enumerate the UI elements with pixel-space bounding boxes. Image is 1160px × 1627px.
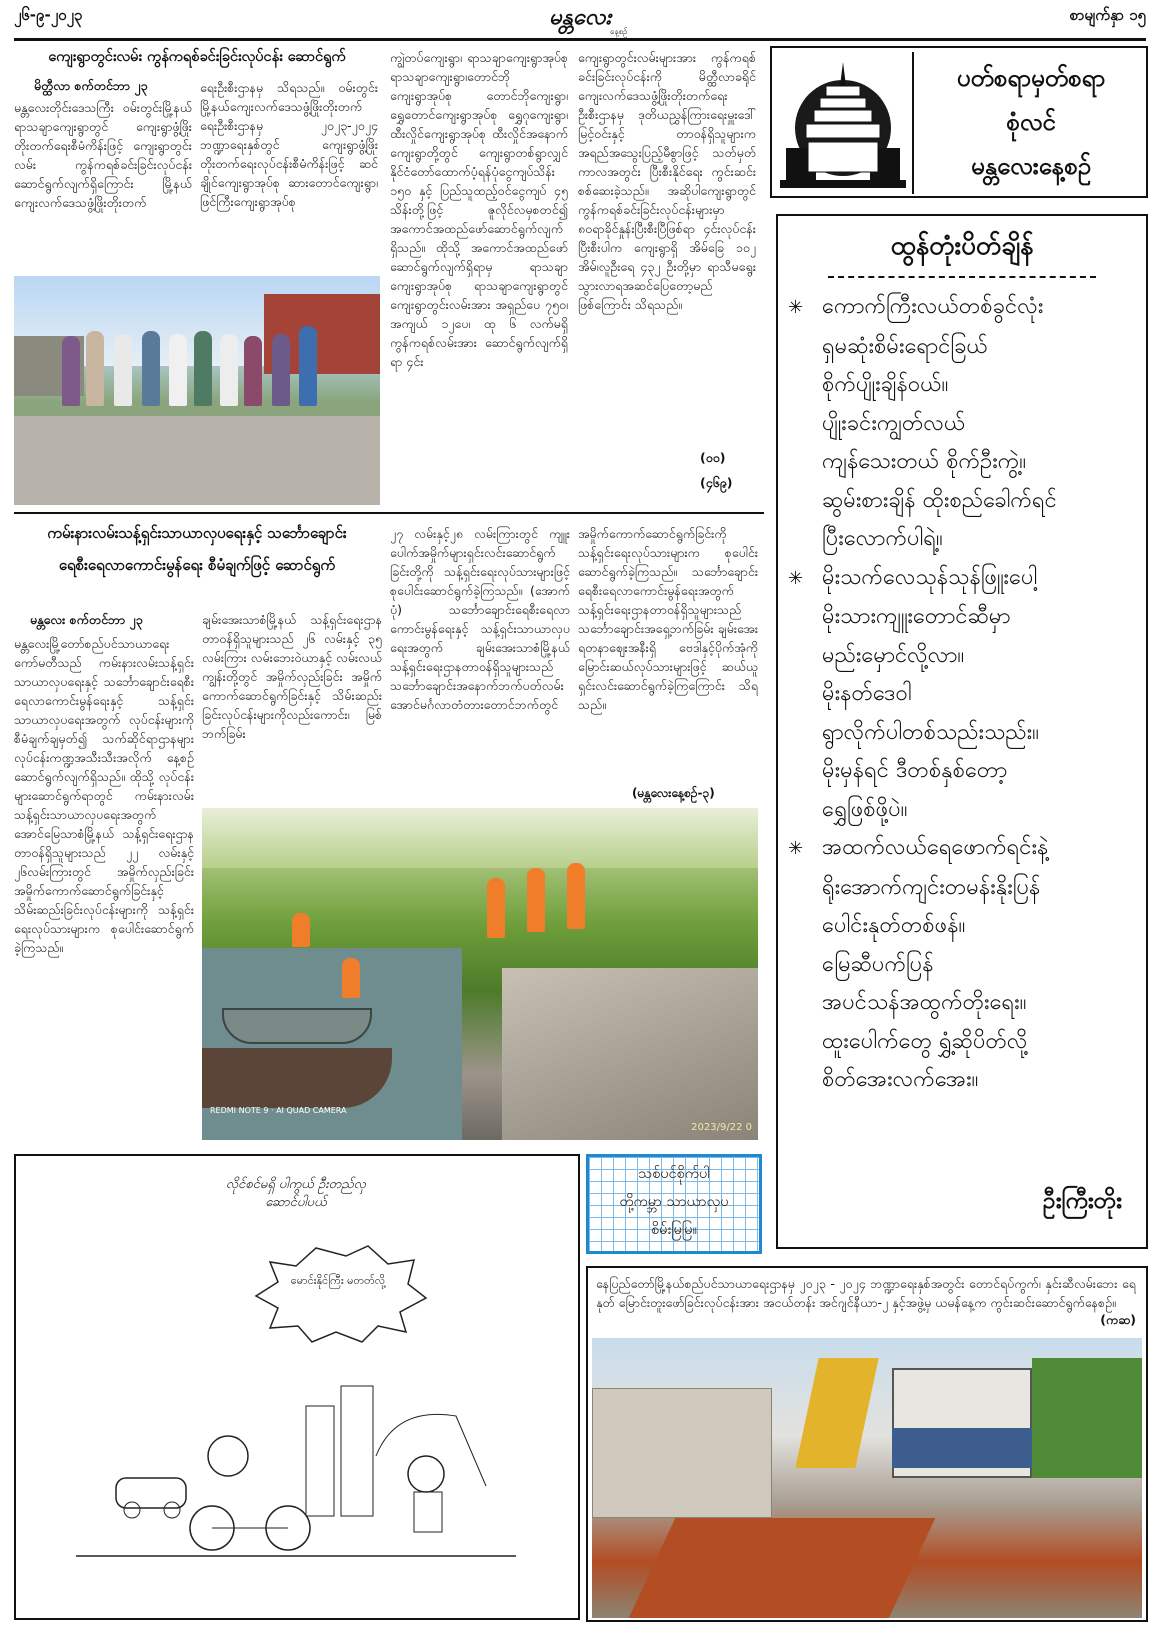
article1-credit1: (ဝဝ) [700,450,726,465]
poem-line [788,869,1138,908]
article1-col2: ကျွဲတပ်ကျေးရွာ၊ ရာသချာကျေးရွာအုပ်စု ရာသချာကျေးရွာ၊တောင်ဘိုကျေးရွာအုပ်စု တောင်ဘိုကျေးရွာ၊ ရွှေတောင်ကျေးရွာအုပ်စု ရွှေဂုကျေးရွာ၊ ထီးလှိုင်ကျေးရွာအုပ်စု ထီးလှိုင်အနောက်ကျေးရွာတို့တွင် ကျေးရွာတစ်ရွာလျှင် နိုင်ငံတော်ထောက်ပံ့ရန်ပုံငွေကျပ်သိန်း ၁၅၀ နှင့် ပြည်သူထည့်ဝင်ငွေကျပ် ၄၅ သိန်းတို့ဖြင့် ဇူလိုင်လမှစတင်၍ အကောင်အထည်ဖော်ဆောင်ရွက်လျက်ရှိသည်။ ထိုသို့ အကောင်အထည်ဖော်ဆောင်ရွက်လျက်ရှိရာမှ ရာသချာကျေးရွာအုပ်စု ရာသချာကျေးရွာတွင် ကျေးရွာတွင်းလမ်းအား အရှည်ပေ ၇၅၀၊ အကျယ် ၁၂ပေ၊ ထု ၆ လက်မရှိ ကွန်ကရစ်လမ်းအား ဆောင်ရွက်လျက်ရှိရာ ၄င်း [390,50,568,369]
poem-line-text: ရွှေဖြစ်ဖို့ပဲ။ [822,796,908,822]
poem-line-text: ကောက်ကြီးလယ်တစ်ခွင်လုံး [822,294,1044,319]
poem-line-text: မိုးသားကျူးတောင်ဆီမှာ [822,604,1011,629]
article1-col1b: ရေးဦးစီးဌာနမှ သိရသည်။ ဝမ်းတွင်းမြို့နယ်ကျေးလက်ဒေသဖွံ့ဖြိုးတိုးတက်ရေးဦးစီးဌာနမှ ၂၀၂၃-၂၀၂၄ ဘဏ္ဍာရေးနှစ်တွင် ကျေးရွာဖွံ့ဖြိုးတိုးတက်ရေးလုပ်ငန်းစီမံကိန်းဖြင့် ဆင်ချိုင်ကျေးရွာအုပ်စု ဆားတောင်ကျေးရွာ၊ ဖြင်ကြီးကျေးရွာအုပ်စု [200,80,378,209]
poem-line-text: အထက်လယ်ရေဖောက်ရင်းနဲ့ [822,835,1049,860]
poem-line-text: ထူးပေါက်တွေ ရွှံ့ဆိုပိတ်လို့ [822,1028,1028,1054]
title-box [770,46,1148,198]
poem-line [788,520,1138,559]
drainage-credit: (ကဆ) [1100,1312,1136,1327]
poem-line-text: ဆွမ်းစားချိန် ထိုးစည်ခေါက်ရင် [822,487,1057,513]
poem-line-text: စိုက်ပျိုးချိန်ဝယ်။ [822,372,949,397]
poem-line [788,946,1138,985]
poem-line [788,405,1138,444]
poem-line [788,829,1138,869]
cartoon-drawing [16,1156,578,1618]
article1-col3: ကျေးရွာတွင်းလမ်းများအား ကွန်ကရစ်ခင်းခြင်းလုပ်ငန်းကို မိတ္ထီလာခရိုင်ကျေးလက်ဒေသဖွံ့ဖြိုးတိုးတက်ရေးဦးစီးဌာနမှ ဒုတိယညွှန်ကြားရေးမှူးဒေါ်မြင့်ဝင်းနှင့် တာဝန်ရှိသူများက အရည်အသွေးပြည့်မီစွာဖြင့် သတ်မှတ်ကာလအတွင်း ပြီးစီးနိုင်ရေး ကွင်းဆင်းစစ်ဆေးခဲ့သည်။ အဆိုပါကျေးရွာတွင် ကွန်ကရစ်ခင်းခြင်းလုပ်ငန်းများမှာ ၈၀ရာခိုင်နှုန်းပြီးစီးပြီဖြစ်ရာ ၄င်းလုပ်ငန်းပြီးစီးပါက ကျေးရွာရှိ အိမ်ခြေ ၁၀၂ အိမ်၊လူဦးရေ ၄၃၂ ဦးတို့မှာ ရာသီမရွေးသွားလာရအဆင်ပြေတော့မည်ဖြစ်ကြောင်း သိရသည်။ [578,50,756,312]
article2-col1: မန္တလေးမြို့တော်စည်ပင်သာယာရေးကော်မတီသည် ကမ်းနားလမ်းသန့်ရှင်းသာယာလှပရေးနှင့် သင်္ဘောချောင်းရေစီးရေလာကောင်းမွန်ရေးနှင့် သန့်ရှင်းသာယာလှပရေးအတွက် လုပ်ငန်းများကို စီမံချက်ချမှတ်၍ သက်ဆိုင်ရာဌာနများ လုပ်ငန်းကဏ္ဍအသီးသီးအလိုက် နေ့စဉ်ဆောင်ရွက်လျက်ရှိသည်။ ထိုသို့ လုပ်ငန်းများဆောင်ရွက်ရာတွင် ကမ်းနားလမ်းသန့်ရှင်းသာယာလှပရေးအတွက် အောင်မြေသာစံမြို့နယ် သန့်ရှင်းရေးဌာနတာဝန်ရှိသူများသည် ၂၂ လမ်းနှင့် ၂၆လမ်းကြားတွင် အမှိုက်လှည်းခြင်းအမှိုက်ကောက်ဆောင်ရွက်ခြင်းနှင့် သိမ်းဆည်းခြင်းလုပ်ငန်းများကို သန့်ရှင်းရေးလုပ်သားများက စုပေါင်းဆောင်ရွက်ခဲ့ကြသည်။ [14,636,194,955]
poem-line [788,752,1138,791]
poem-line-text: ပျိုးခင်းကျွတ်လယ် [822,410,966,436]
poem-line-text: ကျန်သေးတယ် စိုက်ဦးကွဲ့။ [822,449,1026,474]
poem-line [788,598,1138,637]
poem-line [788,675,1138,714]
slogan-line2: တို့ကမ္ဘာ သာယာလှပ [619,1194,729,1210]
drainage-box [586,1266,1148,1622]
slogan-line1: သစ်ပင်စိုက်ပါ [638,1166,710,1182]
poem-line [788,907,1138,946]
bullet-icon: ✳ [788,838,804,859]
poem-line [788,328,1138,367]
bullet-icon: ✳ [788,567,804,589]
poem-box [776,214,1148,1249]
title-box-line3: မန္တလေးနေ့စဉ် [971,152,1091,180]
photo-date: 2023/9/22 0 [691,1122,752,1133]
poem-line-text: အပင်သန်အထွက်တိုးရေး။ [822,990,1027,1015]
article2-credit: (မန္တလေးနေ့စဉ်-၃) [632,786,715,800]
page-number: စာမျက်နှာ ၁၅ [1069,6,1146,24]
masthead-sub: နေ့စဉ် [610,27,628,36]
poem-body [788,288,1138,1168]
article2-col2: ချမ်းအေးသာစံမြို့နယ် သန့်ရှင်းရေးဌာနတာဝန်ရှိသူများသည် ၂၆ လမ်းနှင့် ၃၅ လမ်းကြား လမ်းဘေးဝဲယာနှင့် လမ်းလယ်ကျွန်းတို့တွင် အမှိုက်လှည်းခြင်း အမှိုက်ကောက်ဆောင်ရွက်ခြင်းနှင့် သိမ်းဆည်းခြင်းလုပ်ငန်းများကိုလည်းကောင်း၊ မြစ်ဘက်ခြမ်း [202,612,382,741]
drainage-caption: နေပြည်တော်မြို့နယ်စည်ပင်သာယာရေးဌာနမှ ၂၀၂၃ - ၂၀၂၄ ဘဏ္ဍာရေးနှစ်အတွင်း တောင်ရပ်ကွက်၊ နှင်းဆီလမ်းဘေး ရေနုတ် မြောင်းတူးဖော်ခြင်းလုပ်ငန်းအား အငယ်တန်း အင်ဂျင်နီယာ-၂ နှင့်အဖွဲ့မှ ယမန်နေ့က ကွင်းဆင်းဆောင်ရွက်နေစဉ်။ [596,1276,1136,1310]
article2-headline1: ကမ်းနားလမ်းသန့်ရှင်းသာယာလှပရေးနှင့် သင်္ဘောချောင်း [47,524,347,542]
poem-line [788,443,1138,482]
poem-line-text: မည်းမှောင်လို့လာ။ [822,642,965,668]
poem-line [788,791,1138,830]
cartoon-caption: လိုင်စင်မရှိ ပါကွယ် ဦးတည်လှ ဆောင်ပါပယ် [225,1177,366,1210]
slogan-line3: စိမ်းမြမြ။ [651,1222,697,1238]
title-box-line2: စုံလင် [1006,108,1056,136]
poem-line-text: ရိုးအောက်ကျင်းတမန်းနိုးပြန် [822,874,1041,900]
poem-line-text: မြေဆီပက်ပြန် [822,951,934,977]
article1-headline: ကျေးရွာတွင်းလမ်း ကွန်ကရစ်ခင်းခြင်းလုပ်ငန်း ဆောင်ရွက် [48,49,346,65]
article1-credit2: (၄၆၉) [700,475,733,490]
poem-line [788,984,1138,1023]
poem-line [788,482,1138,521]
poem-line-text: ပေါင်းနုတ်တစ်ဖန်။ [822,913,966,938]
slogan-box [586,1154,762,1254]
poem-line-text: ရှမဆုံးစိမ်းရောင်ခြယ် [822,333,988,359]
article2-col4: အမှိုက်ကောက်ဆောင်ရွက်ခြင်းကို သန့်ရှင်းရေးလုပ်သားများက စုပေါင်းဆောင်ရွက်ခဲ့ကြသည်။ သင်္ဘောချောင်းရေစီးရေလာကောင်းမွန်ရေးအတွက် သန့်ရှင်းရေးဌာနတာဝန်ရှိသူများသည် သင်္ဘောချောင်းအရှေ့ဘက်ခြမ်း ချမ်းအေးရတနာဈေးအနီးရှိ ဗေဒါနှင့်ပိုက်အုံကို မြောင်းဆယ်လုပ်သားများဖြင့် ဆယ်ယူရှင်းလင်းဆောင်ရွက်ခဲ့ကြကြောင်း သိရသည်။ [578,526,758,712]
poem-line-text: စိတ်အေးလက်အေး။ [822,1067,979,1092]
article1-byline: မိတ္ထီလာ စက်တင်ဘာ ၂၃ [34,78,148,93]
poem-line-text: ရွာလိုက်ပါတစ်သည်းသည်း။ [822,719,1039,745]
article2-col3: ၂၇ လမ်းနှင့်၂၈ လမ်းကြားတွင် ကျူးပေါက်အမှိုက်များရှင်းလင်းဆောင်ရွက်ခြင်းတို့ကို သန့်ရှင်းရေးလုပ်သားများဖြင့် စုပေါင်းဆောင်ရွက်ခဲ့ကြသည်။ (အောက်ပုံ) သင်္ဘောချောင်းရေစီးရေလာကောင်းမွန်ရေးနှင့် သန့်ရှင်းသာယာလှပရေးအတွက် ချမ်းအေးသာစံမြို့နယ်သန့်ရှင်းရေးဌာနတာဝန်ရှိသူများသည် သင်္ဘောချောင်းအနောက်ဘက်ပတ်လမ်း အောင်မင်္ဂလာတံတားတောင်ဘက်တွင် [390,526,570,712]
cartoon-bubble: မောင်းနိုင်ကြီး မတတ်လို့ [290,1274,386,1287]
palace-icon [778,56,908,190]
poem-line-text: ပြီးလောက်ပါရဲ့။ [822,526,943,551]
poem-title-rule [828,276,1096,278]
village-road-photo [14,276,380,505]
masthead: မန္တလေး [548,5,612,30]
poem-line [788,1023,1138,1062]
poem-line [788,1061,1138,1100]
poem-line-text: မိုးမှန်ရင် ဒီတစ်နှစ်တော့ [822,758,1008,783]
section-rule [14,512,764,514]
cartoon-box [14,1154,580,1620]
poem-line [788,288,1138,328]
photo-watermark: REDMI NOTE 9 · AI QUAD CAMERA [210,1106,347,1115]
poem-line [788,637,1138,676]
article1-col1: မန္တလေးတိုင်းဒေသကြီး ဝမ်းတွင်းမြို့နယ် ရာသချာကျေးရွာတွင် ကျေးရွာဖွံ့ဖြိုးတိုးတက်ရေးစီမံကိန်းဖြင့် ကျေးရွာတွင်းလမ်း ကွန်ကရစ်ခင်းခြင်းလုပ်ငန်း ဆောင်ရွက်လျက်ရှိကြောင်း မြို့နယ်ကျေးလက်ဒေသဖွံ့ဖြိုးတိုးတက် [14,100,192,210]
article2-headline2: ရေစီးရေလာကောင်းမွန်ရေး စီမံချက်ဖြင့် ဆောင်ရွက် [58,556,336,574]
poem-line-text: မိုးသက်လေသုန်သုန်ဖြူးပေါ့ [822,564,1038,590]
header-rule [14,38,1146,41]
poem-line [788,366,1138,405]
poem-line [788,559,1138,599]
canal-cleanup-photo [202,808,758,1140]
article2-byline: မန္တလေး စက်တင်ဘာ ၂၃ [30,612,143,627]
drainage-photo [592,1338,1142,1618]
issue-date: ၂၆-၉-၂၀၂၃ [14,6,83,24]
bullet-icon: ✳ [788,297,804,318]
poem-title: ထွန်တုံးပိတ်ချိန် [890,231,1034,261]
poem-line [788,714,1138,753]
poem-line-text: မိုးနတ်ဒေဝါ [822,681,912,706]
title-box-line1: ပတ်စရာမှတ်စရာ [956,64,1106,92]
poem-author: ဦးကြီးတိုး [1042,1188,1122,1214]
